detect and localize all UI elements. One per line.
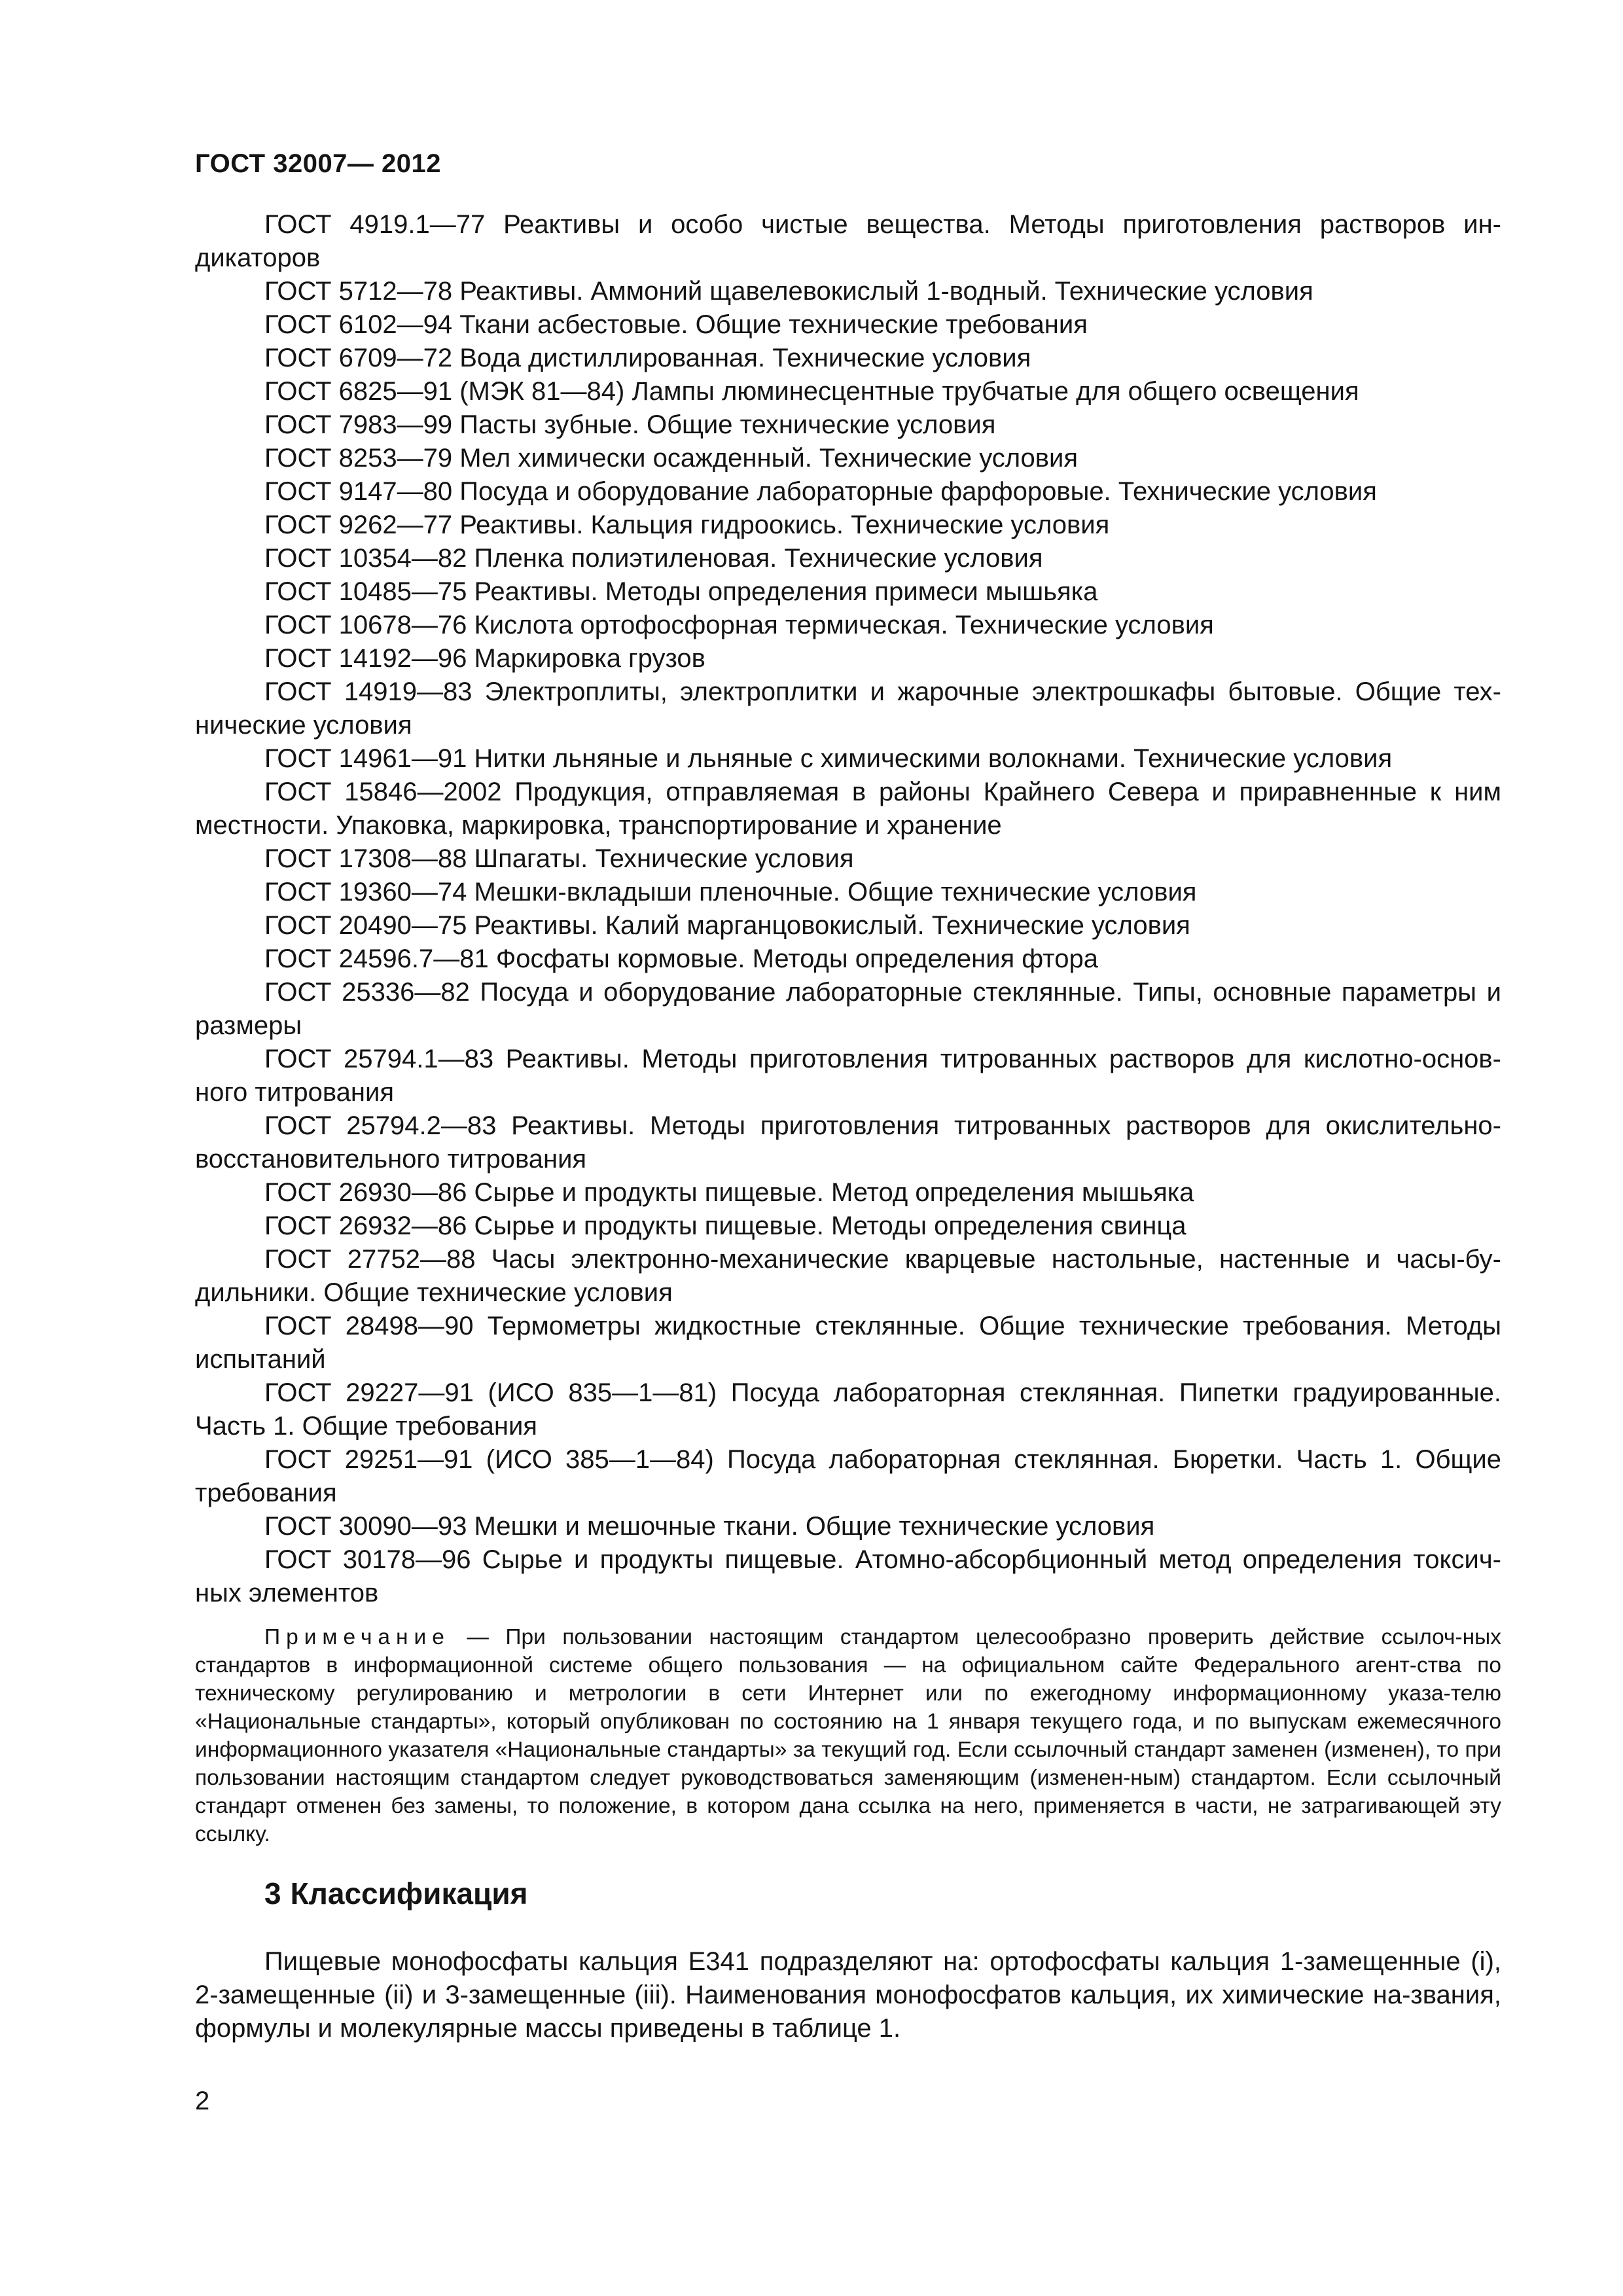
reference-item: ГОСТ 6102—94 Ткани асбестовые. Общие технические требования [264,310,1088,339]
reference-item: ГОСТ 17308—88 Шпагаты. Технические условия [264,844,854,873]
page-number: 2 [195,2087,210,2115]
reference-item: ГОСТ 25336—82 Посуда и оборудование лабораторные стеклянные. Типы, основные параметры и размеры [195,978,1501,1040]
reference-item: ГОСТ 25794.1—83 Реактивы. Методы приготовления титрованных растворов для кислотно-основ-ного титрования [195,1045,1501,1107]
reference-item: ГОСТ 9262—77 Реактивы. Кальция гидроокись. Технические условия [264,511,1110,539]
reference-item: ГОСТ 5712—78 Реактивы. Аммоний щавелевокислый 1-водный. Технические условия [264,277,1313,306]
reference-item: ГОСТ 30178—96 Сырье и продукты пищевые. Атомно-абсорбционный метод определения токсич-ных элементов [195,1545,1501,1607]
reference-item: ГОСТ 30090—93 Мешки и мешочные ткани. Общие технические условия [264,1512,1155,1541]
reference-item: ГОСТ 15846—2002 Продукция, отправляемая в районы Крайнего Севера и приравненные к ним местности. Упаковка, маркировка, транспортирование и хранение [195,778,1501,840]
reference-item: ГОСТ 10678—76 Кислота ортофосфорная термическая. Технические условия [264,611,1214,639]
note-text: — При пользовании настоящим стандартом целесообразно проверить действие ссылоч-ных стандартов в информационной системе общего пользования — на официальном сайте Федерального агент-ства по техническому регулированию и метрологии в сети Интернет или по ежегодному информационному указа-телю «Национальные стандарты», который опубликован по состоянию на 1 января текущего года, и по выпускам ежемесячного информационного указателя «Национальные стандарты» за текущий год. Если ссылочный стандарт заменен (изменен), то при пользовании настоящим стандартом следует руководствоваться заменяющим (изменен-ным) стандартом. Если ссылочный стандарт отменен без замены, то положение, в котором дана ссылка на него, применяется в части, не затрагивающей эту ссылку. [195,1625,1501,1846]
reference-item: ГОСТ 24596.7—81 Фосфаты кормовые. Методы определения фтора [264,944,1098,973]
reference-item: ГОСТ 6709—72 Вода дистиллированная. Технические условия [264,344,1031,372]
reference-item: ГОСТ 27752—88 Часы электронно-механические кварцевые настольные, настенные и часы-бу-дильники. Общие технические условия [195,1245,1501,1307]
reference-item: ГОСТ 29251—91 (ИСО 385—1—84) Посуда лабораторная стеклянная. Бюретки. Часть 1. Общие требования [195,1445,1501,1507]
note-paragraph [195,1623,1501,1848]
page-header: ГОСТ 32007— 2012 [195,149,442,178]
section-number: 3 [264,1876,281,1910]
reference-item: ГОСТ 25794.2—83 Реактивы. Методы приготовления титрованных растворов для окислительно-восстановительного титрования [195,1111,1501,1174]
reference-item: ГОСТ 20490—75 Реактивы. Калий марганцовокислый. Технические условия [264,911,1190,940]
reference-item: ГОСТ 6825—91 (МЭК 81—84) Лампы люминесцентные трубчатые для общего освещения [264,377,1359,406]
reference-item: ГОСТ 26932—86 Сырье и продукты пищевые. Методы определения свинца [264,1211,1186,1240]
reference-item: ГОСТ 10354—82 Пленка полиэтиленовая. Технические условия [264,544,1043,573]
reference-item: ГОСТ 19360—74 Мешки-вкладыши пленочные. Общие технические условия [264,878,1197,906]
reference-item: ГОСТ 9147—80 Посуда и оборудование лабораторные фарфоровые. Технические условия [264,477,1377,506]
references-list [195,208,1501,1610]
reference-item: ГОСТ 10485—75 Реактивы. Методы определения примеси мышьяка [264,577,1098,606]
reference-item: ГОСТ 14192—96 Маркировка грузов [264,644,705,673]
section-paragraph: Пищевые монофосфаты кальция Е341 подразделяют на: ортофосфаты кальция 1-замещенные (i), 2-замещенные (ii) и 3-замещенные (iii). Наименования монофосфатов кальция, их химические на-звания, формулы и молекулярные массы приведены в таблице 1. [195,1947,1501,2043]
reference-item: ГОСТ 14961—91 Нитки льняные и льняные с химическими волокнами. Технические условия [264,744,1393,773]
reference-item: ГОСТ 8253—79 Мел химически осажденный. Технические условия [264,444,1079,473]
section-heading [264,1876,527,1911]
reference-item: ГОСТ 28498—90 Термометры жидкостные стеклянные. Общие технические требования. Методы испытаний [195,1312,1501,1374]
section-title: Классификация [290,1876,528,1910]
reference-item: ГОСТ 7983—99 Пасты зубные. Общие технические условия [264,410,996,439]
note-label: Примечание [264,1625,450,1649]
reference-item: ГОСТ 14919—83 Электроплиты, электроплитки и жарочные электрошкафы бытовые. Общие тех-нические условия [195,677,1501,740]
reference-item: ГОСТ 29227—91 (ИСО 835—1—81) Посуда лабораторная стеклянная. Пипетки градуированные. Часть 1. Общие требования [195,1378,1501,1441]
reference-item: ГОСТ 4919.1—77 Реактивы и особо чистые вещества. Методы приготовления растворов ин-дикаторов [195,210,1501,272]
reference-item: ГОСТ 26930—86 Сырье и продукты пищевые. Метод определения мышьяка [264,1178,1194,1207]
